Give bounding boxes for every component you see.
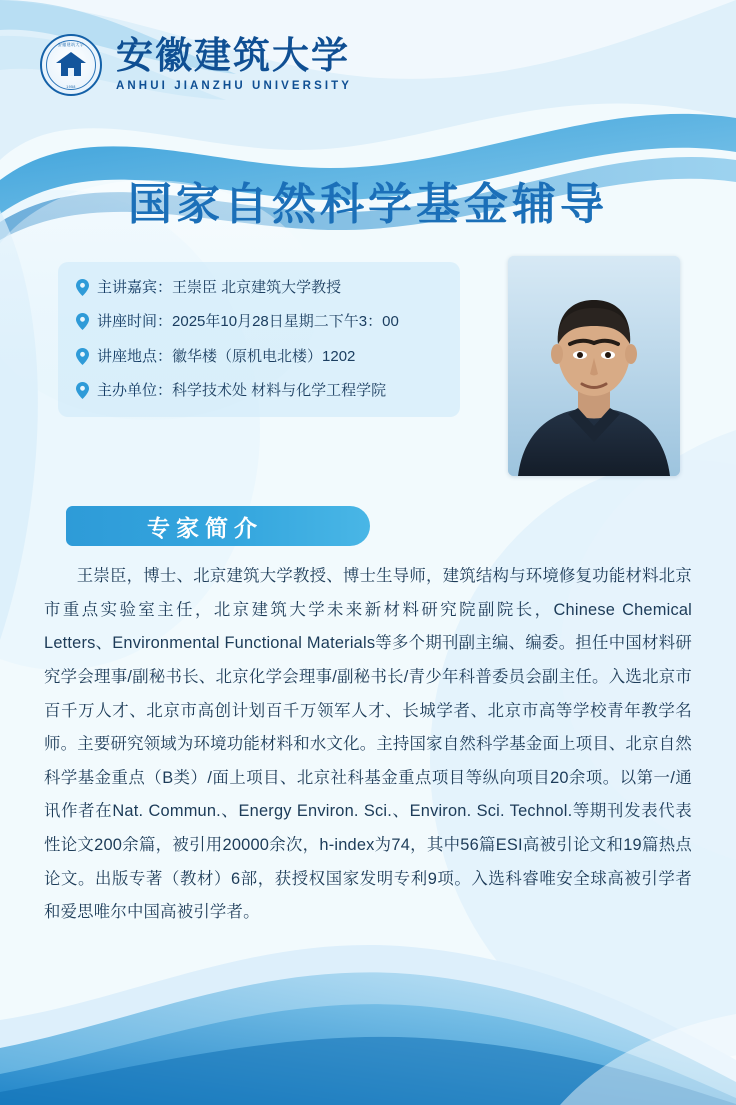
page-title: 国家自然科学基金辅导 bbox=[128, 179, 608, 230]
location-pin-icon bbox=[76, 313, 89, 330]
crest-top-text: 安徽建筑大学 bbox=[57, 42, 85, 47]
location-pin-icon bbox=[76, 348, 89, 365]
location-pin-icon bbox=[76, 279, 89, 296]
location-pin-icon bbox=[76, 382, 89, 399]
info-row-time bbox=[76, 312, 442, 332]
info-row-location bbox=[76, 347, 442, 367]
university-name-en: ANHUI JIANZHU UNIVERSITY bbox=[116, 80, 353, 93]
info-value: 科学技术处 材料与化学工程学院 bbox=[172, 381, 387, 399]
university-name-cn: 安徽建筑大学 bbox=[116, 33, 350, 78]
expert-biography-text: 王崇臣，博士、北京建筑大学教授、博士生导师，建筑结构与环境修复功能材料北京市重点实验室主任，北京建筑大学未来新材料研究院副院长，Chinese Chemical Letters、Environmental Functional Materials等多个期刊副主编、编委。担任中国材料研究学会理事/副秘书长、北京化学会理事/副秘书长/青少年科普委员会副主任。入选北京市百千万人才、北京市高创计划百千万领军人才、长城学者、北京市高等学校青年教学名师。主要研究领域为环境功能材料和水文化。主持国家自然科学基金面上项目、北京自然科学基金重点（B类）/面上项目、北京社科基金重点项目等纵向项目20余项。以第一/通讯作者在Nat. Commun.、Energy Environ. Sci.、Environ. Sci. Technol.等期刊发表代表性论文200余篇，被引用20000余次，h-index为74，其中56篇ESI高被引论文和19篇热点论文。出版专著（教材）6部，获授权国家发明专利9项。入选科睿唯安全球高被引学者和爱思唯尔中国高被引学者。 bbox=[44, 567, 692, 922]
speaker-portrait bbox=[508, 256, 680, 476]
info-value: 徽华楼（原机电北楼）1202 bbox=[172, 347, 356, 365]
crest-bottom-text: 1958 bbox=[66, 85, 76, 89]
info-value: 2025年10月28日星期二下午3：00 bbox=[172, 313, 399, 331]
info-value: 王崇臣 北京建筑大学教授 bbox=[172, 279, 342, 296]
info-label: 主办单位： bbox=[97, 381, 173, 399]
info-label: 讲座时间： bbox=[97, 313, 173, 331]
event-info-card bbox=[58, 262, 460, 417]
university-name-block bbox=[116, 33, 353, 93]
section-banner-expert-profile bbox=[66, 506, 370, 546]
portrait-illustration bbox=[508, 256, 680, 476]
university-crest-icon bbox=[40, 34, 102, 96]
section-banner-label: 专家简介 bbox=[147, 514, 263, 542]
info-label: 主讲嘉宾： bbox=[97, 279, 173, 296]
university-header bbox=[40, 34, 352, 96]
info-row-speaker bbox=[76, 278, 442, 298]
info-row-organizer bbox=[76, 381, 442, 401]
info-label: 讲座地点： bbox=[97, 347, 173, 365]
